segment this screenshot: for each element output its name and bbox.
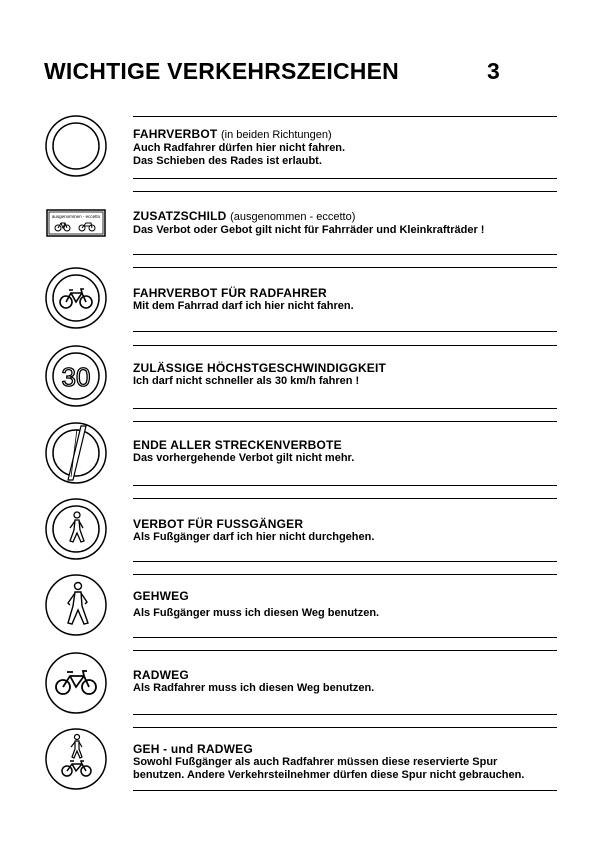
sign-heading: ZULÄSSIGE HÖCHSTGESCHWINDIGGKEIT bbox=[133, 361, 387, 375]
sign-description bbox=[133, 590, 379, 620]
sign-heading: GEH - und RADWEG bbox=[133, 742, 253, 756]
sign-heading: ENDE ALLER STRECKENVERBOTE bbox=[133, 438, 342, 452]
sign-line: Auch Radfahrer dürfen hier nicht fahren. bbox=[133, 142, 346, 154]
no-bicycles-sign-icon bbox=[44, 266, 108, 330]
footpath-sign-icon bbox=[44, 573, 108, 637]
speed-limit-30-sign-icon bbox=[44, 344, 108, 408]
page-number: 3 bbox=[487, 58, 500, 84]
sign-line: Ich darf nicht schneller als 30 km/h fahren ! bbox=[133, 375, 360, 387]
writing-line bbox=[133, 254, 557, 255]
sign-heading-sub: (ausgenommen - eccetto) bbox=[230, 211, 356, 223]
sign-heading: FAHRVERBOT bbox=[133, 127, 218, 141]
writing-line bbox=[133, 650, 557, 651]
writing-line bbox=[133, 331, 557, 332]
writing-line bbox=[133, 191, 557, 192]
cycle-path-sign-icon bbox=[44, 651, 108, 715]
sign-description bbox=[133, 669, 374, 695]
sign-line: Sowohl Fußgänger als auch Radfahrer müssen diese reservierte Spur bbox=[133, 756, 498, 768]
sign-line: Als Fußgänger darf ich hier nicht durchgehen. bbox=[133, 531, 375, 543]
sign-line: Das vorhergehende Verbot gilt nicht mehr. bbox=[133, 452, 355, 464]
writing-line bbox=[133, 485, 557, 486]
writing-line bbox=[133, 421, 557, 422]
sign-line: benutzen. Andere Verkehrsteilnehmer dürfen diese Spur nicht gebrauchen. bbox=[133, 769, 525, 781]
writing-line bbox=[133, 574, 557, 575]
sign-description bbox=[133, 439, 354, 465]
sign-description bbox=[133, 287, 354, 313]
sign-line: Das Schieben des Rades ist erlaubt. bbox=[133, 155, 322, 167]
sign-description bbox=[133, 210, 484, 237]
writing-line bbox=[133, 714, 557, 715]
sign-description bbox=[133, 362, 386, 388]
writing-line bbox=[133, 561, 557, 562]
page-title: WICHTIGE VERKEHRSZEICHEN bbox=[44, 58, 399, 84]
writing-line bbox=[133, 267, 557, 268]
sign-heading: RADWEG bbox=[133, 668, 189, 682]
writing-line bbox=[133, 408, 557, 409]
writing-line bbox=[133, 790, 557, 791]
sign-heading-sub: (in beiden Richtungen) bbox=[221, 129, 332, 141]
sign-line: Als Fußgänger muss ich diesen Weg benutzen. bbox=[133, 607, 380, 619]
sign-line: Als Radfahrer muss ich diesen Weg benutzen. bbox=[133, 682, 375, 694]
sign-description bbox=[133, 518, 374, 544]
writing-line bbox=[133, 178, 557, 179]
writing-line bbox=[133, 498, 557, 499]
panel-text: ausgenommen - eccetto bbox=[51, 214, 101, 219]
sign-line: Das Verbot oder Gebot gilt nicht für Fahrräder und Kleinkrafträder ! bbox=[133, 224, 485, 236]
sign-description bbox=[133, 743, 524, 782]
shared-foot-cycle-path-sign-icon bbox=[44, 727, 108, 791]
writing-line bbox=[133, 116, 557, 117]
sign-heading: FAHRVERBOT FÜR RADFAHRER bbox=[133, 286, 327, 300]
sign-heading: VERBOT FÜR FUSSGÄNGER bbox=[133, 517, 304, 531]
speed-limit-value: 30 bbox=[61, 362, 91, 392]
additional-panel-sign-icon bbox=[46, 209, 106, 237]
writing-line bbox=[133, 345, 557, 346]
no-pedestrians-sign-icon bbox=[44, 497, 108, 561]
writing-line bbox=[133, 637, 557, 638]
writing-line bbox=[133, 727, 557, 728]
sign-line: Mit dem Fahrrad darf ich hier nicht fahren. bbox=[133, 300, 354, 312]
end-of-restrictions-sign-icon bbox=[44, 421, 108, 485]
sign-heading: ZUSATZSCHILD bbox=[133, 209, 227, 223]
no-vehicles-sign-icon bbox=[44, 114, 108, 178]
sign-description bbox=[133, 128, 345, 168]
sign-heading: GEHWEG bbox=[133, 589, 189, 603]
